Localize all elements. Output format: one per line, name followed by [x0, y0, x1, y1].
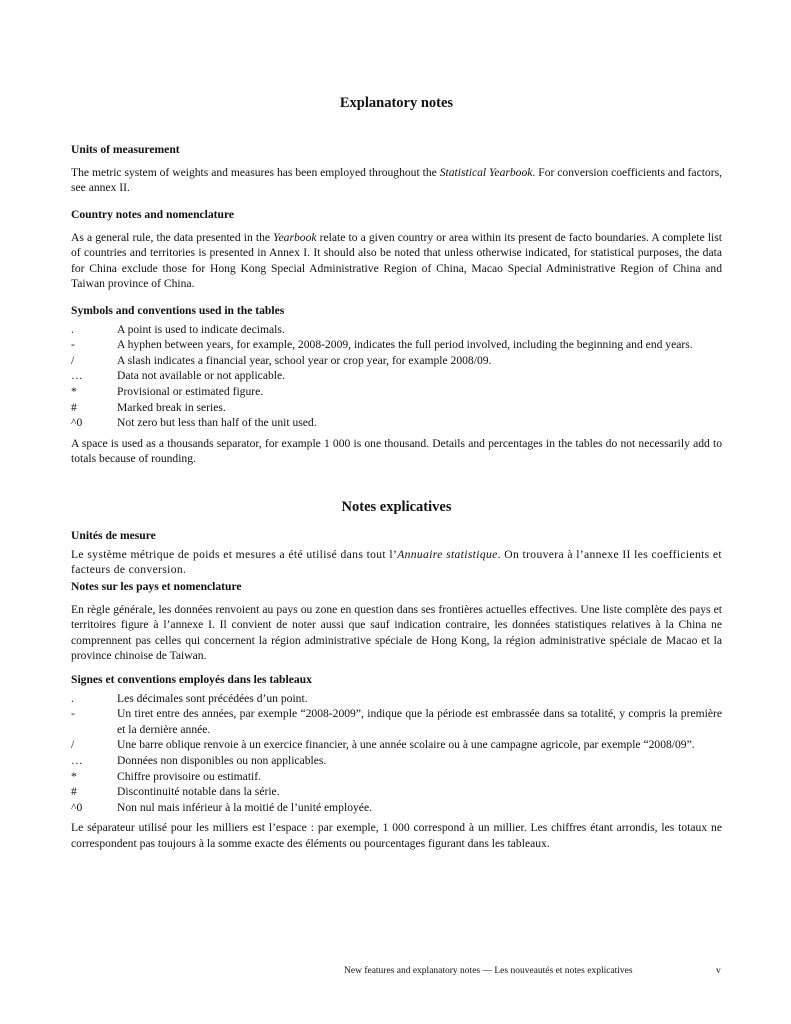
- symbol-row: # Marked break in series.: [71, 400, 226, 414]
- symbol-row: / A slash indicates a financial year, school year or crop year, for example 2008/09.: [71, 353, 492, 367]
- unites-paragraph: Le système métrique de poids et mesures a été utilisé dans tout l’Annuaire statistique. On trouvera à l’annexe II les coefficients et facteurs de conversion.: [71, 547, 722, 577]
- symbol-row: ^0 Not zero but less than half of the unit used.: [71, 416, 317, 430]
- signes-heading: Signes et conventions employés dans les tableaux: [71, 673, 312, 686]
- units-paragraph: The metric system of weights and measures has been employed throughout the Statistical Yearbook. For conversion coefficients and factors, see annex II.: [71, 165, 722, 195]
- symbol-row: * Chiffre provisoire ou estimatif.: [71, 769, 262, 783]
- symbol-row: # Discontinuité notable dans la série.: [71, 785, 280, 799]
- pays-paragraph: En règle générale, les données renvoient au pays ou zone en question dans ses frontières actuelles effectives. Une liste complète des pays et territoires figure à l’annexe I. Il convient de noter aussi que sauf indication contraire, les données statistiques relatives à la China ne comprennent pas celles qui concernent la région administrative spéciale de Hong Kong, la région administrative spéciale de Macao et la province chinoise de Taiwan.: [71, 602, 722, 663]
- separateur-note: Le séparateur utilisé pour les milliers est l’espace : par exemple, 1 000 correspond à un millier. Les chiffres étant arrondis, les totaux ne correspondent pas toujours à la somme exacte des éléments ou pourcentages figurant dans les tableaux.: [71, 821, 722, 850]
- symbol-row: * Provisional or estimated figure.: [71, 384, 264, 398]
- unites-heading: Unités de mesure: [71, 529, 156, 542]
- symbol-row: ^0 Non nul mais inférieur à la moitié de l’unité employée.: [71, 800, 372, 814]
- symbol-row: … Données non disponibles ou non applicables.: [71, 753, 327, 767]
- units-heading: Units of measurement: [71, 143, 180, 156]
- country-paragraph: As a general rule, the data presented in the Yearbook relate to a given country or area within its present de facto boundaries. A complete list of countries and territories is presented in Annex I. It should also be noted that unless otherwise indicated, for statistical purposes, the data for China exclude those for Hong Kong Special Administrative Region of China, Macao Special Administrative Region of China and Taiwan province of China.: [71, 230, 722, 291]
- symbol-row: / Une barre oblique renvoie à un exercice financier, à une année scolaire ou à une campagne agricole, par exemple “2008/09”.: [71, 738, 695, 752]
- pays-heading: Notes sur les pays et nomenclature: [71, 580, 242, 593]
- symbol-row: . Les décimales sont précédées d’un point.: [71, 691, 308, 705]
- symbol-row: - A hyphen between years, for example, 2008-2009, indicates the full period involved, including the beginning and end years.: [71, 338, 693, 352]
- country-heading: Country notes and nomenclature: [71, 208, 235, 221]
- thousands-separator-note: A space is used as a thousands separator, for example 1 000 is one thousand. Details and percentages in the tables do not necessarily add to totals because of rounding.: [71, 436, 722, 466]
- symbol-row: . A point is used to indicate decimals.: [71, 322, 285, 336]
- symbols-section: [71, 303, 722, 467]
- unites-section: [71, 528, 722, 578]
- country-section: [71, 207, 722, 292]
- signes-section: [71, 672, 722, 852]
- symbols-heading: Symbols and conventions used in the tables: [71, 304, 285, 317]
- page-number: v: [716, 966, 721, 976]
- pays-section: [71, 579, 722, 664]
- english-title: Explanatory notes: [339, 95, 454, 111]
- symbol-row: … Data not available or not applicable.: [71, 369, 286, 383]
- units-section: [71, 142, 722, 196]
- page-footer: New features and explanatory notes — Les nouveautés et notes explicatives: [344, 966, 633, 976]
- french-title: Notes explicatives: [341, 499, 452, 515]
- symbol-row: - Un tiret entre des années, par exemple “2008-2009”, indique que la période est embrassée dans sa totalité, y compris la première et la dernière année.: [71, 707, 722, 736]
